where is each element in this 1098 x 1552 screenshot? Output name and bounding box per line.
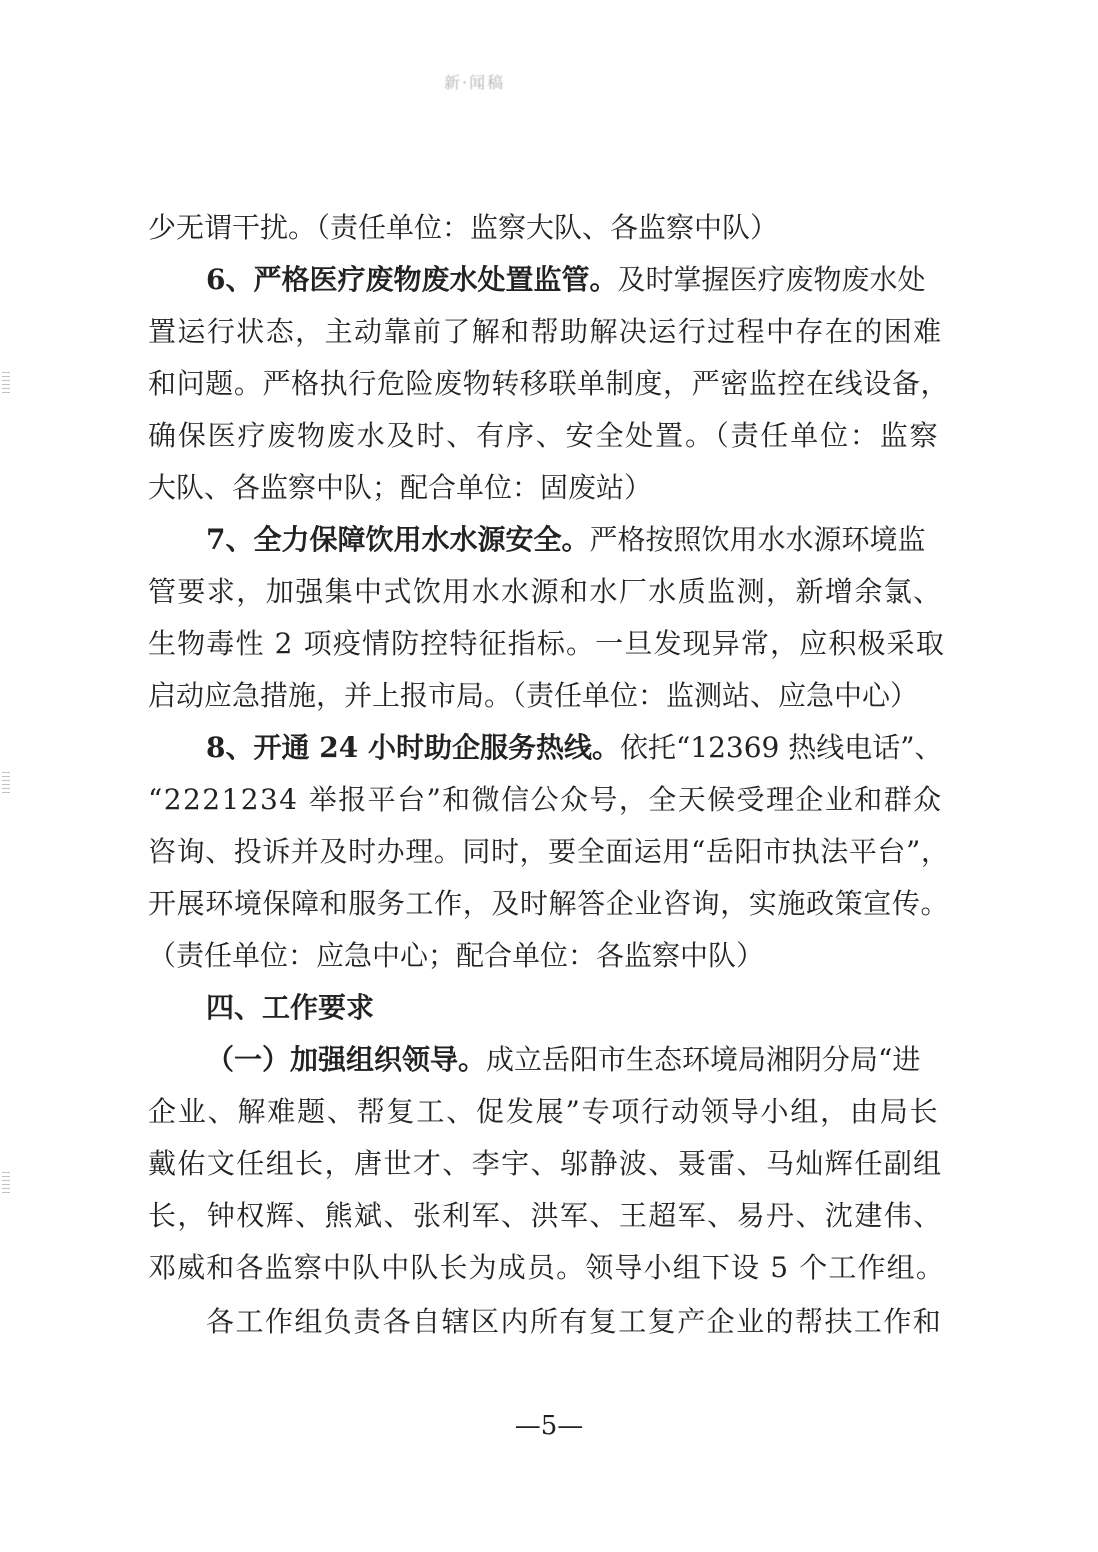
text-line: [206, 1296, 954, 1348]
line-text: 依托“12369 热线电话”、: [619, 731, 943, 764]
line-text: 开展环境保障和服务工作，及时解答企业咨询，实施政策宣传。: [148, 887, 950, 920]
text-line: [148, 670, 954, 722]
text-line: [148, 306, 954, 358]
text-line: [148, 202, 954, 254]
text-line: [148, 358, 954, 410]
binding-hole-mark: [2, 772, 10, 796]
line-text: 启动应急措施，并上报市局。（责任单位：监测站、应急中心）: [148, 679, 919, 712]
line-text: 大队、各监察中队；配合单位：固废站）: [148, 471, 653, 504]
text-line-subsection-1: [206, 1034, 954, 1086]
line-text: “2221234 举报平台”和微信公众号，全天候受理企业和群众: [148, 783, 943, 816]
line-text: 和问题。严格执行危险废物转移联单制度，严密监控在线设备，: [148, 367, 950, 400]
text-line: [148, 1138, 954, 1190]
page-number: —5—: [514, 1411, 584, 1441]
text-line-item-6: [206, 254, 954, 306]
line-text: 戴佑文任组长，唐世才、李宇、邬静波、聂雷、马灿辉任副组: [148, 1147, 943, 1180]
text-line: [148, 826, 954, 878]
line-text: 确保医疗废物废水及时、有序、安全处置。（责任单位：监察: [148, 419, 940, 452]
section-heading: [206, 982, 954, 1034]
line-text: 邓威和各监察中队中队长为成员。领导小组下设 5 个工作组。: [148, 1251, 945, 1284]
item-8-heading: 8、开通 24 小时助企服务热线。: [206, 731, 620, 764]
text-line: [148, 1242, 954, 1294]
faint-header-mark: 新·闻稿: [444, 73, 506, 90]
line-text: 严格按照饮用水水源环境监: [589, 523, 926, 556]
section-heading-text: 四、工作要求: [206, 991, 375, 1024]
line-text: 各工作组负责各自辖区内所有复工复产企业的帮扶工作和: [206, 1305, 943, 1338]
text-line: [148, 1190, 954, 1242]
line-text: （责任单位：应急中心；配合单位：各监察中队）: [148, 939, 765, 972]
text-line-item-8: [206, 722, 954, 774]
binding-hole-mark: [2, 372, 10, 396]
text-line: [148, 618, 954, 670]
text-line: [148, 1086, 954, 1138]
subsection-1-heading: （一）加强组织领导。: [206, 1043, 487, 1076]
line-text: 咨询、投诉并及时办理。同时，要全面运用“岳阳市执法平台”，: [148, 835, 950, 868]
text-line: [148, 566, 954, 618]
line-text: 少无谓干扰。（责任单位：监察大队、各监察中队）: [148, 211, 779, 244]
line-text: 长，钟权辉、熊斌、张利军、洪军、王超军、易丹、沈建伟、: [148, 1199, 943, 1232]
text-line: [148, 410, 954, 462]
text-line: [148, 930, 954, 982]
text-line-item-7: [206, 514, 954, 566]
binding-hole-mark: [2, 1172, 10, 1196]
item-6-heading: 6、严格医疗废物废水处置监管。: [206, 263, 618, 296]
line-text: 置运行状态，主动靠前了解和帮助解决运行过程中存在的困难: [148, 315, 943, 348]
line-text: 及时掌握医疗废物废水处: [617, 263, 926, 296]
line-text: 成立岳阳市生态环境局湘阴分局“进: [486, 1043, 921, 1076]
line-text: 企业、解难题、帮复工、促发展”专项行动领导小组，由局长: [148, 1095, 940, 1128]
line-text: 生物毒性 2 项疫情防控特征指标。一旦发现异常，应积极采取: [148, 627, 945, 660]
text-line: [148, 462, 954, 514]
item-7-heading: 7、全力保障饮用水水源安全。: [206, 523, 590, 556]
line-text: 管要求，加强集中式饮用水水源和水厂水质监测，新增余氯、: [148, 575, 943, 608]
text-line: [148, 878, 954, 930]
text-line: [148, 774, 954, 826]
